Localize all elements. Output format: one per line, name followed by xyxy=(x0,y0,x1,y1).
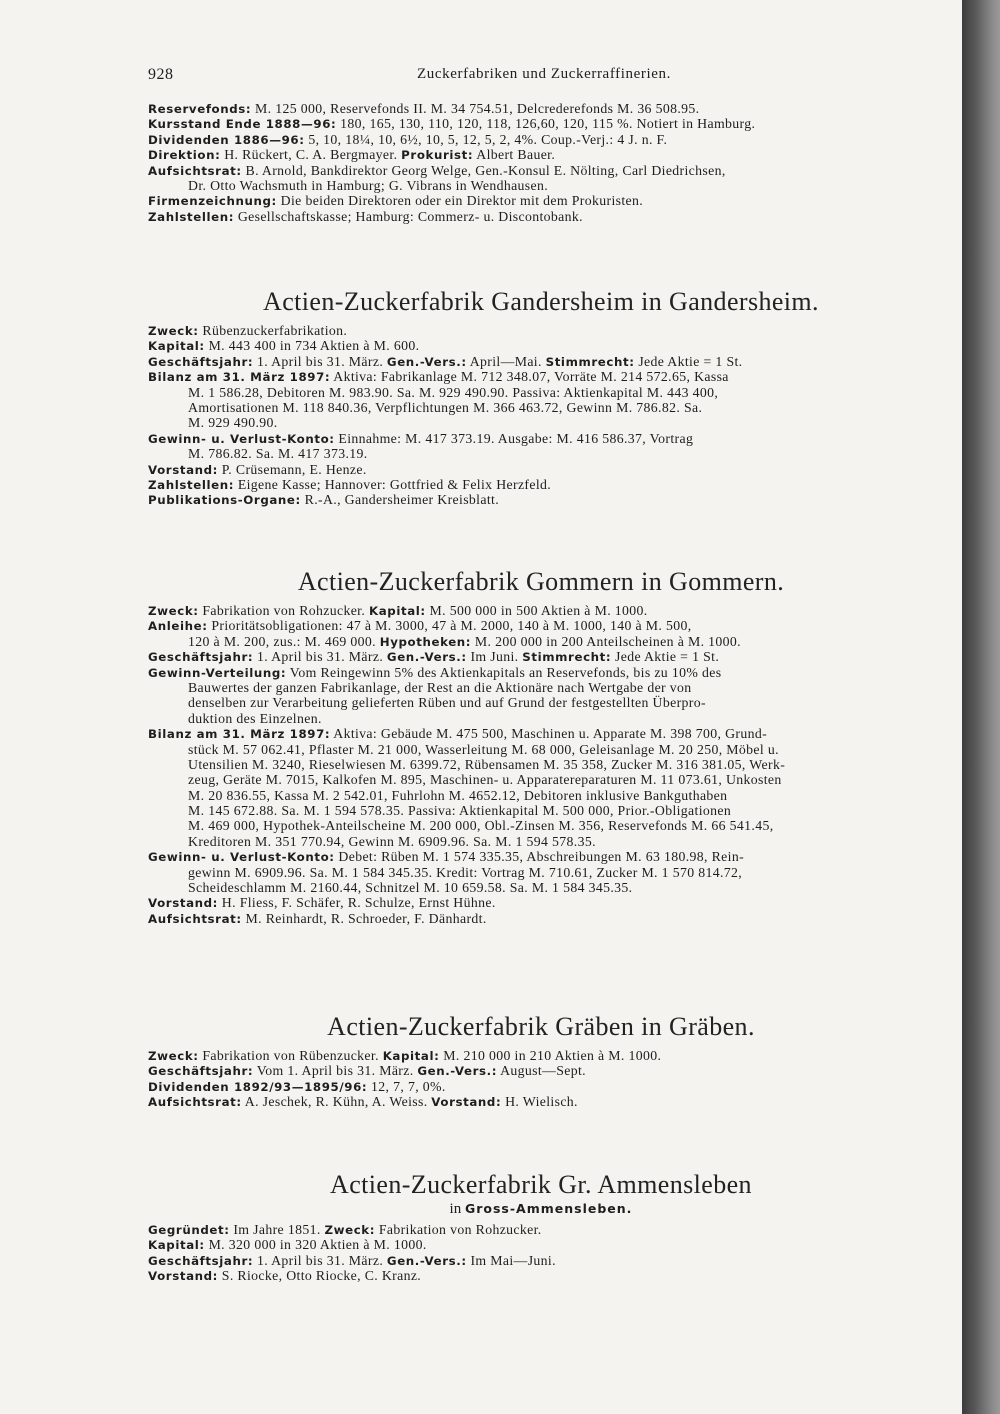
page-binding-edge xyxy=(962,0,1000,1414)
entry-text: M. 20 836.55, Kassa M. 2 542.01, Fuhrlohn M. 4652.12, Debitoren inklusive Bankguthaben xyxy=(188,787,728,803)
entry-text: Rübenzuckerfabrikation. xyxy=(198,323,348,338)
entry-text: Vom 1. April bis 31. März. xyxy=(253,1063,418,1079)
entry-text: M. 210 000 in 210 Aktien à M. 1000. xyxy=(439,1048,662,1063)
entry-text: M. 145 672.88. Sa. M. 1 594 578.35. Passiva: Aktienkapital M. 500 000, Prior.-Obligationen xyxy=(188,803,732,819)
company-title-graeben: Actien-Zuckerfabrik Gräben in Gräben. xyxy=(327,1012,755,1041)
entry-label: Zahlstellen: xyxy=(148,209,235,224)
entry-label: Stimmrecht: xyxy=(522,650,612,665)
entry-label: Geschäftsjahr: xyxy=(148,1253,254,1268)
entry-line xyxy=(148,695,934,710)
entry-text: M. 500 000 in 500 Aktien à M. 1000. xyxy=(425,603,648,618)
entry-text: April—Mai. xyxy=(466,353,546,369)
entry-text: M. 200 000 in 200 Anteilscheinen à M. 1000. xyxy=(471,633,741,649)
entry-line xyxy=(148,1079,934,1094)
entry-text: Vom Reingewinn 5% des Aktienkapitals an Reservefonds, bis zu 10% des xyxy=(286,664,722,680)
entry-label: Bilanz am 31. März 1897: xyxy=(148,727,331,742)
entry-text: Bauwertes der ganzen Fabrikanlage, der Rest an die Aktionäre nach Wertgabe der von xyxy=(188,679,692,695)
page-header xyxy=(148,66,940,86)
entry-text: M. 929 490.90. xyxy=(188,415,278,431)
entry-line xyxy=(148,178,934,193)
subtitle-place: Gross-Ammensleben. xyxy=(464,1201,633,1216)
entry-line xyxy=(148,492,934,507)
entry-label: Dividenden 1886—96: xyxy=(148,132,305,147)
company-gandersheim xyxy=(148,323,934,508)
entry-line xyxy=(148,147,934,162)
entry-text: M. 1 586.28, Debitoren M. 983.90. Sa. M. 929 490.90. Passiva: Aktienkapital M. 443 400, xyxy=(188,384,719,400)
entry-text: Eigene Kasse; Hannover: Gottfried & Felix Herzfeld. xyxy=(234,476,552,492)
entry-line xyxy=(148,818,934,833)
entry-line xyxy=(148,1063,934,1078)
entry-text: Einnahme: M. 417 373.19. Ausgabe: M. 416 586.37, Vortrag xyxy=(334,430,694,446)
entry-line xyxy=(148,415,934,430)
entry-label: Aufsichtsrat: xyxy=(148,911,242,926)
entry-label: Kapital: xyxy=(382,1049,440,1063)
entry-text: H. Rückert, C. A. Bergmayer. xyxy=(220,147,402,163)
entry-text: Prioritätsobligationen: 47 à M. 3000, 47 à M. 2000, 140 à M. 1000, 140 à M. 500, xyxy=(207,618,692,634)
entry-text: M. Reinhardt, R. Schroeder, F. Dänhardt. xyxy=(241,910,487,926)
entry-line xyxy=(148,446,934,461)
entry-text: Dr. Otto Wachsmuth in Hamburg; G. Vibrans in Wendhausen. xyxy=(188,177,549,193)
entry-label: Gewinn-Verteilung: xyxy=(148,665,287,680)
entry-text: M. 320 000 in 320 Aktien à M. 1000. xyxy=(204,1237,427,1253)
entry-label: Publikations-Organe: xyxy=(148,493,301,508)
entry-text: stück M. 57 062.41, Pflaster M. 21 000, Wasserleitung M. 68 000, Geleisanlage M. 20 250, Möbel u. xyxy=(188,741,779,757)
entry-line xyxy=(148,834,934,849)
entry-text: Amortisationen M. 118 840.36, Verpflichtungen M. 366 463.72, Gewinn M. 786.82. Sa. xyxy=(188,399,703,415)
entry-text: August—Sept. xyxy=(497,1063,586,1079)
entry-line xyxy=(148,1268,934,1283)
entry-label: Gegründet: xyxy=(148,1223,230,1237)
entry-label: Geschäftsjahr: xyxy=(148,354,254,369)
entry-line xyxy=(148,649,934,664)
entry-text: Kreditoren M. 351 770.94, Gewinn M. 6909.96. Sa. M. 1 594 578.35. xyxy=(188,833,596,849)
entry-label: Dividenden 1892/93—1895/96: xyxy=(148,1079,368,1094)
entry-label: Vorstand: xyxy=(148,896,218,911)
entry-label: Zweck: xyxy=(324,1223,376,1237)
entry-text: Die beiden Direktoren oder ein Direktor mit dem Prokuristen. xyxy=(276,193,644,209)
entry-text: duktion des Einzelnen. xyxy=(188,710,322,726)
entry-line xyxy=(148,865,934,880)
entry-label: Prokurist: xyxy=(401,148,474,163)
entry-text: Aktiva: Fabrikanlage M. 712 348.07, Vorräte M. 214 572.65, Kassa xyxy=(330,369,729,385)
entry-text: 12, 7, 7, 0%. xyxy=(367,1078,446,1094)
entry-text: Aktiva: Gebäude M. 475 500, Maschinen u. Apparate M. 398 700, Grund- xyxy=(330,726,768,742)
entry-text: Im Juni. xyxy=(466,649,523,665)
entry-text: Gesellschaftskasse; Hamburg: Commerz- u. Discontobank. xyxy=(234,208,583,224)
entry-line xyxy=(148,1222,934,1237)
entry-label: Reservefonds: xyxy=(148,102,252,116)
entry-line xyxy=(148,603,934,618)
entry-text: 120 à M. 200, zus.: M. 469 000. xyxy=(188,633,380,649)
entry-text: M. 443 400 in 734 Aktien à M. 600. xyxy=(204,338,420,354)
entry-text: H. Fliess, F. Schäfer, R. Schulze, Ernst Hühne. xyxy=(218,895,496,911)
entry-line xyxy=(148,193,934,208)
entry-text: H. Wielisch. xyxy=(501,1094,578,1110)
entry-line xyxy=(148,742,934,757)
entry-text: 1. April bis 31. März. xyxy=(253,649,387,665)
company-graeben xyxy=(148,1048,934,1110)
entry-text: Fabrikation von Rohzucker. xyxy=(198,603,369,618)
entry-label: Gewinn- u. Verlust-Konto: xyxy=(148,850,335,865)
entry-text: Utensilien M. 3240, Rieselwiesen M. 6399.72, Rübensamen M. 35 358, Zucker M. 316 381.05, Werk- xyxy=(188,756,786,772)
entry-label: Kursstand Ende 1888—96: xyxy=(148,117,337,132)
entry-line xyxy=(148,618,934,633)
company-ammensleben xyxy=(148,1222,934,1284)
entry-label: Vorstand: xyxy=(148,462,218,477)
entry-label: Anleihe: xyxy=(148,619,208,634)
entry-line xyxy=(148,400,934,415)
entry-line xyxy=(148,634,934,649)
company-gommern xyxy=(148,603,934,926)
entry-line xyxy=(148,431,934,446)
entry-line xyxy=(148,1237,934,1252)
entry-label: Aufsichtsrat: xyxy=(148,1095,242,1110)
entry-line xyxy=(148,1094,934,1109)
entry-line xyxy=(148,849,934,864)
entry-text: 1. April bis 31. März. xyxy=(253,353,387,369)
entry-label: Vorstand: xyxy=(431,1095,502,1110)
entry-line xyxy=(148,880,934,895)
entry-line xyxy=(148,680,934,695)
entry-label: Gewinn- u. Verlust-Konto: xyxy=(148,431,335,446)
entry-text: Im Mai—Juni. xyxy=(466,1252,556,1268)
entry-text: A. Jeschek, R. Kühn, A. Weiss. xyxy=(241,1094,432,1110)
entry-line xyxy=(148,323,934,338)
entry-line xyxy=(148,911,934,926)
entry-label: Firmenzeichnung: xyxy=(148,194,277,209)
entry-text: B. Arnold, Bankdirektor Georg Welge, Gen.-Konsul E. Nölting, Carl Diedrichsen, xyxy=(241,162,726,178)
entry-label: Kapital: xyxy=(368,604,426,618)
entry-line xyxy=(148,132,934,147)
entry-line xyxy=(148,803,934,818)
entry-label: Gen.-Vers.: xyxy=(386,1253,467,1268)
entry-line xyxy=(148,163,934,178)
entry-label: Direktion: xyxy=(148,148,221,163)
entry-line xyxy=(148,757,934,772)
entry-text: gewinn M. 6909.96. Sa. M. 1 584 345.35. Kredit: Vortrag M. 710.61, Zucker M. 1 570 814.72, xyxy=(188,864,743,880)
company-title-gandersheim: Actien-Zuckerfabrik Gandersheim in Gandersheim. xyxy=(263,287,819,316)
entry-text: S. Riocke, Otto Riocke, C. Kranz. xyxy=(218,1268,422,1284)
entry-line xyxy=(148,462,934,477)
entry-label: Hypotheken: xyxy=(379,634,472,649)
entry-text: Jede Aktie = 1 St. xyxy=(634,353,743,369)
entry-line xyxy=(148,385,934,400)
entry-text: Albert Bauer. xyxy=(473,147,556,163)
entry-line xyxy=(148,1048,934,1063)
entry-label: Gen.-Vers.: xyxy=(386,650,467,665)
company-title-gommern: Actien-Zuckerfabrik Gommern in Gommern. xyxy=(297,567,785,596)
entry-label: Geschäftsjahr: xyxy=(148,1064,254,1079)
running-title: Zuckerfabriken und Zuckerraffinerien. xyxy=(417,66,671,82)
entry-text: P. Crüsemann, E. Henze. xyxy=(218,461,367,477)
entry-text: M. 786.82. Sa. M. 417 373.19. xyxy=(188,446,368,462)
entry-text: denselben zur Verarbeitung gelieferten Rüben und auf Grund der festgestellten Überpro- xyxy=(188,695,706,711)
entry-text: M. 469 000, Hypothek-Anteilscheine M. 200 000, Obl.-Zinsen M. 356, Reservefonds M. 66 541.45, xyxy=(188,818,774,834)
entry-label: Aufsichtsrat: xyxy=(148,163,242,178)
company-title-ammensleben: Actien-Zuckerfabrik Gr. Ammensleben xyxy=(330,1170,752,1199)
entry-line xyxy=(148,726,934,741)
entry-label: Kapital: xyxy=(148,1238,205,1253)
entry-line xyxy=(148,788,934,803)
entry-text: Im Jahre 1851. xyxy=(229,1222,325,1237)
entry-label: Bilanz am 31. März 1897: xyxy=(148,370,331,385)
entry-line xyxy=(148,711,934,726)
entry-line xyxy=(148,369,934,384)
entry-text: Debet: Rüben M. 1 574 335.35, Abschreibungen M. 63 180.98, Rein- xyxy=(334,849,745,865)
entry-text: Fabrikation von Rohzucker. xyxy=(375,1222,542,1237)
entry-label: Gen.-Vers.: xyxy=(386,354,467,369)
subtitle-prefix: in xyxy=(449,1201,465,1217)
entry-label: Kapital: xyxy=(148,339,205,354)
entry-line xyxy=(148,338,934,353)
entry-label: Geschäftsjahr: xyxy=(148,650,254,665)
entry-text: 5, 10, 18¼, 10, 6½, 10, 5, 12, 5, 2, 4%. Coup.-Verj.: 4 J. n. F. xyxy=(304,131,668,147)
entry-line xyxy=(148,1253,934,1268)
entry-label: Zweck: xyxy=(148,1049,199,1063)
entry-text: zeug, Geräte M. 7015, Kalkofen M. 895, Maschinen- u. Apparatereparaturen M. 11 073.61, Unkosten xyxy=(188,772,782,788)
entry-label: Zweck: xyxy=(148,604,199,618)
entry-text: R.-A., Gandersheimer Kreisblatt. xyxy=(300,492,499,508)
entry-text: 180, 165, 130, 110, 120, 118, 126,60, 120, 115 %. Notiert in Hamburg. xyxy=(336,116,756,132)
entry-line xyxy=(148,477,934,492)
entry-line xyxy=(148,116,934,131)
entry-text: M. 125 000, Reservefonds II. M. 34 754.51, Delcrederefonds M. 36 508.95. xyxy=(251,101,700,116)
company-subtitle-ammensleben xyxy=(148,1200,934,1218)
entry-line xyxy=(148,209,934,224)
entry-line xyxy=(148,772,934,787)
entry-line xyxy=(148,895,934,910)
entry-text: Scheideschlamm M. 2160.44, Schnitzel M. 10 659.58. Sa. M. 1 584 345.35. xyxy=(188,880,633,896)
entry-line xyxy=(148,354,934,369)
entry-label: Gen.-Vers.: xyxy=(417,1064,498,1079)
entry-label: Stimmrecht: xyxy=(545,354,635,369)
entry-text: Jede Aktie = 1 St. xyxy=(611,649,720,665)
entry-label: Zahlstellen: xyxy=(148,477,235,492)
entry-label: Vorstand: xyxy=(148,1269,218,1284)
page-number: 928 xyxy=(148,66,174,83)
entry-line xyxy=(148,665,934,680)
entry-line xyxy=(148,101,934,116)
top-section xyxy=(148,101,934,224)
entry-text: 1. April bis 31. März. xyxy=(253,1252,387,1268)
entry-label: Zweck: xyxy=(148,324,199,338)
entry-text: Fabrikation von Rübenzucker. xyxy=(198,1048,383,1063)
